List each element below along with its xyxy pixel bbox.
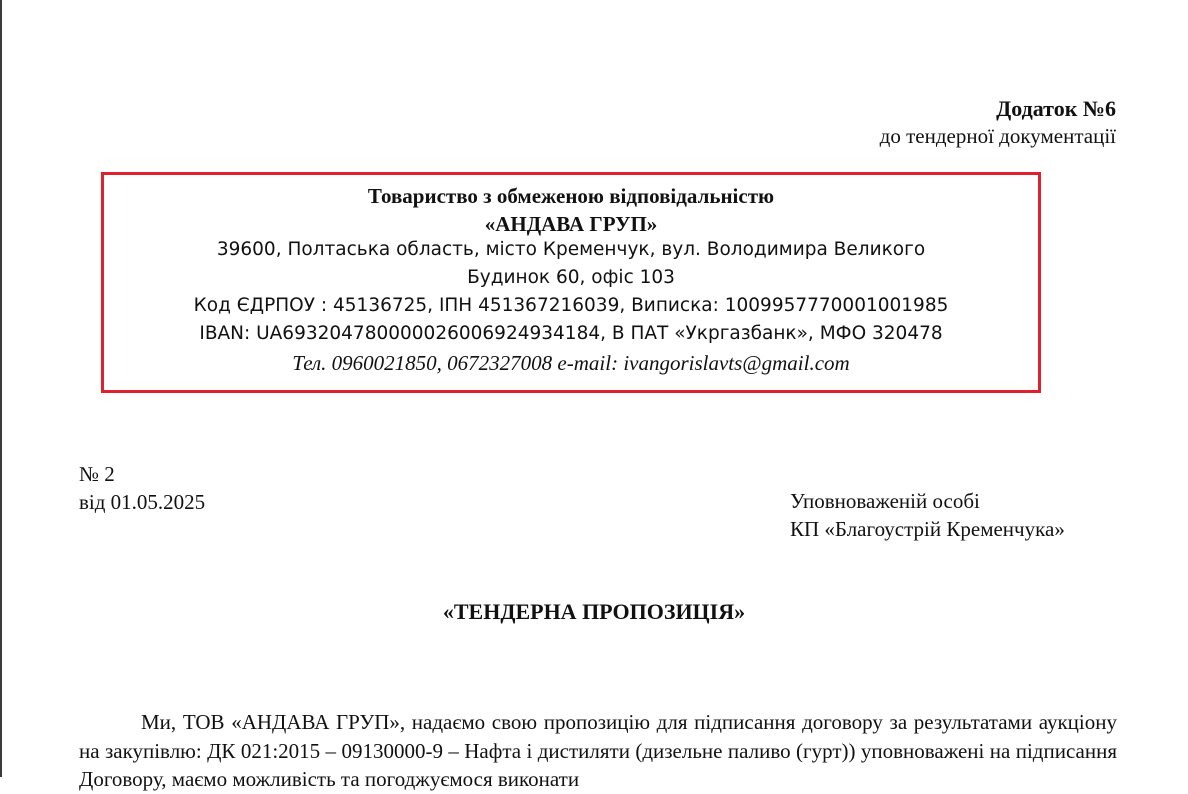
company-name: «АНДАВА ГРУП»	[484, 212, 658, 236]
company-type: Товариство з обмеженою відповідальністю	[367, 184, 775, 208]
company-contacts: Тел. 0960021850, 0672327008 e-mail: ivangorislavts@gmail.com	[292, 351, 850, 375]
body-paragraph: Ми, ТОВ «АНДАВА ГРУП», надаємо свою пропозицію для підписання договору за результатами аукціону на закупівлю: ДК 021:2015 – 09130000-9 – Нафта і дистиляти (дизельне паливо (гурт)) уповноважені на підписання Договору, маємо можливість та погоджуємося виконати	[79, 710, 1117, 791]
annex-title: Додаток №6	[996, 96, 1116, 121]
company-registration-codes: Код ЄДРПОУ : 45136725, ІПН 451367216039, Виписка: 1009957770001001985	[193, 295, 949, 316]
addressee-line2: КП «Благоустрій Кременчука»	[790, 517, 1065, 541]
company-iban: IBAN: UA693204780000026006924934184, В ПАТ «Укргазбанк», МФО 320478	[199, 323, 943, 344]
proposal-title: «ТЕНДЕРНА ПРОПОЗИЦІЯ»	[442, 599, 746, 624]
company-address-line1: 39600, Полтаська область, місто Кременчук, вул. Володимира Великого	[216, 239, 926, 260]
document-number: № 2	[79, 462, 115, 486]
addressee-line1: Уповноваженій особі	[790, 489, 980, 513]
document-date: від 01.05.2025	[79, 490, 206, 514]
annex-subtitle: до тендерної документації	[879, 124, 1116, 148]
company-letterhead	[101, 172, 1041, 393]
page-edge	[0, 0, 2, 777]
company-address-line2: Будинок 60, офіс 103	[467, 267, 675, 288]
